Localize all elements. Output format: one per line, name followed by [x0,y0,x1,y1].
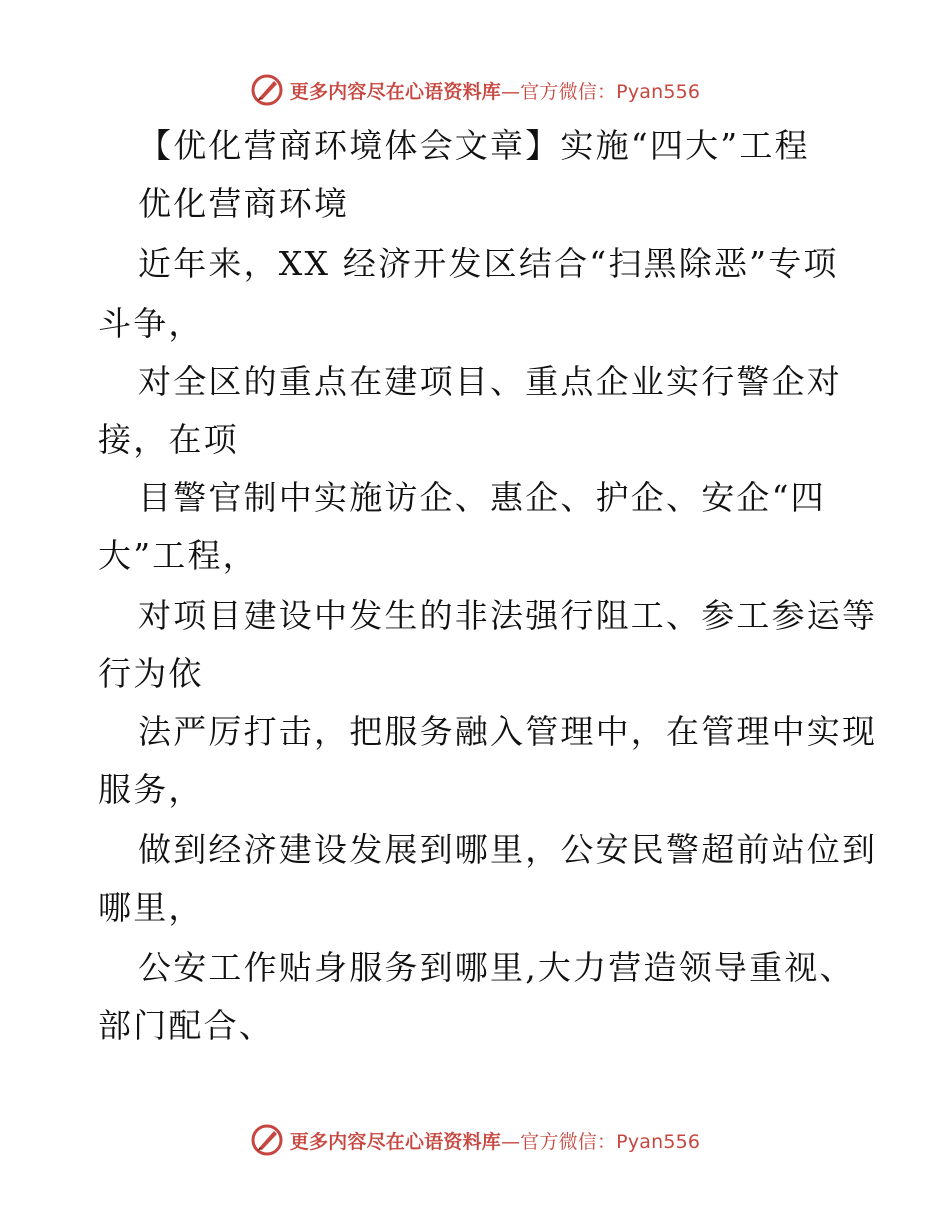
banner-separator: — [500,1130,521,1153]
quill-pen-logo-icon [250,1123,284,1157]
banner-main-text: 更多内容尽在心语资料库 [289,80,501,103]
document-line: 哪里， [98,888,204,927]
document-line: 行为依 [98,654,204,693]
document-title: 【优化营商环境体会文章】实施“四大”工程 [138,126,810,165]
document-line: 对全区的重点在建项目、重点企业实行警企对 [138,362,842,401]
header-banner [0,68,950,112]
document-line: 法严厉打击，把服务融入管理中，在管理中实现 [138,712,878,751]
document-line: 对项目建设中发生的非法强行阻工、参工参运等 [138,596,878,635]
document-line: 目警官制中实施访企、惠企、护企、安企“四 [138,478,826,517]
document-line: 部门配合、 [98,1006,274,1045]
header-banner-text [290,77,700,104]
banner-separator: — [500,80,521,103]
document-line: 做到经济建设发展到哪里，公安民警超前站位到 [138,830,878,869]
document-line: 接，在项 [98,420,239,459]
banner-sub-text: 官方微信：Pyan556 [520,80,701,103]
document-line: 服务， [98,770,204,809]
banner-sub-text: 官方微信：Pyan556 [520,1130,701,1153]
header-banner-content [250,73,700,107]
footer-banner [0,1118,950,1162]
document-line: 大”工程， [98,536,258,575]
document-line: 斗争， [98,304,204,343]
footer-banner-content [250,1123,700,1157]
quill-pen-logo-icon [250,73,284,107]
document-line: 公安工作贴身服务到哪里,大力营造领导重视、 [138,948,855,987]
document-line: 近年来，XX 经济开发区结合“扫黑除恶”专项 [138,244,839,283]
footer-banner-text [290,1127,700,1154]
document-line: 优化营商环境 [138,184,350,223]
banner-main-text: 更多内容尽在心语资料库 [289,1130,501,1153]
